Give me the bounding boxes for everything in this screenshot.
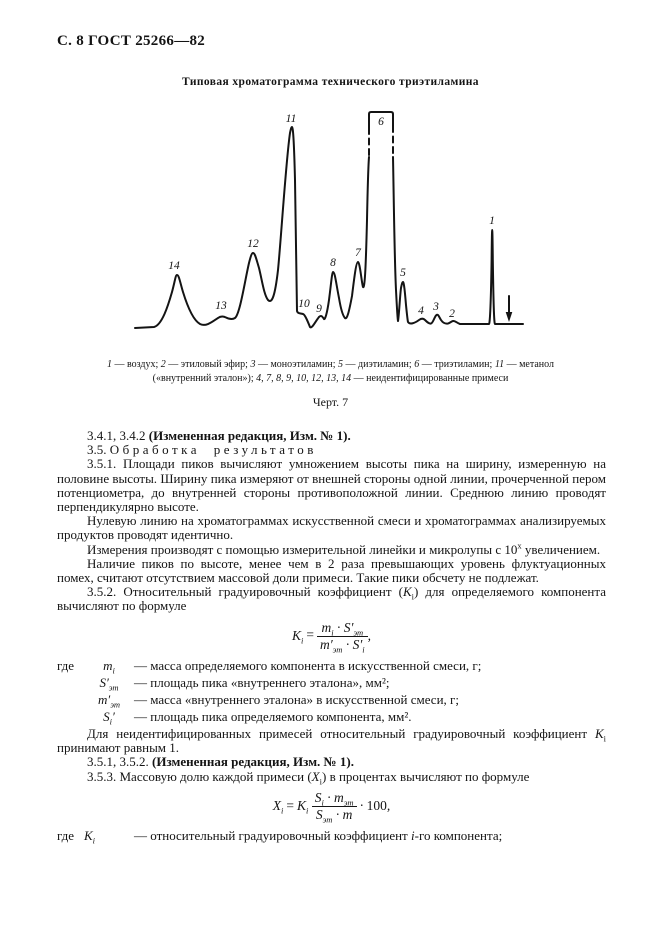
magnification-sup: х [517, 540, 522, 551]
para-3-5-1: 3.5.1. Площади пиков вычисляют умножением высоты пика на ширину, измеренную на половине высоты. Ширину пика измеряют от внешней стороны одной линии, прочерченной пером потенциометра, до внутренней стороны противоположной линии. Среднюю линию проводят перпендикулярно высоте. [57, 456, 606, 515]
peak-label-11: 11 [285, 113, 297, 125]
caption-num: 3 [250, 359, 256, 370]
peak-labels [168, 113, 495, 320]
caption-num: 6 [414, 359, 420, 370]
para-3-5-3: 3.5.3. Массовую долю каждой примеси $(X_i)$ в процентах вычисляют по формуле [87, 768, 530, 787]
caption-num: 11 [494, 359, 505, 370]
peak-label-9: 9 [316, 303, 322, 315]
formula-mass-fraction: $X_i = K_i$ $\frac{S_i \cdot m_{эт}}{S_{эт} \cdot m}$ · 100, [272, 789, 391, 825]
fraction: $\frac{m_i \cdot S'_{эт}}{m'_{эт} \cdot S'_i}$ [317, 621, 368, 652]
peak-label-6: 6 [378, 116, 384, 128]
peak-label-13: 13 [215, 300, 227, 312]
down-arrow-head [506, 312, 513, 322]
caption-nums: 4, 7, 8, 9, 10, 12, 13, 14 [256, 372, 352, 384]
figure-number: Черт. 7 [312, 395, 349, 409]
peak-label-10: 10 [298, 298, 310, 310]
para-measurements: Измерения производят с помощью измерительной линейки и микролупы с $10^х$ увеличением. [87, 540, 601, 557]
var-ki: K [402, 584, 412, 600]
peak-label-8: 8 [330, 257, 336, 269]
document-body [57, 429, 606, 844]
para-noise: Наличие пиков по высоте, менее чем в 2 раза превышающих уровень флуктуационных помех, считают отсутствием массовой доли примеси. Такие пики обсчету не подлежат. [57, 555, 606, 586]
fraction: $\frac{S_i \cdot m_{эт}}{S_{эт} \cdot m}$ [312, 791, 357, 822]
caption-line-2: («внутренний эталон»); 4, 7, 8, 9, 10, 12, 13, 14 — неидентифицированные примеси [152, 372, 509, 384]
peak-label-4: 4 [418, 305, 424, 317]
definition-row: $S'_{эт}$ — площадь пика «внутреннего эталона», мм²; [99, 674, 390, 693]
var-ki: K [594, 725, 604, 741]
para-3-4-1: 3.4.1, 3.4.2 (Измененная редакция, Изм. № 1). [87, 428, 351, 443]
peak-label-5: 5 [400, 267, 406, 279]
var-xi: X [311, 768, 320, 784]
caption-num: 1 [107, 359, 112, 370]
peak-label-14: 14 [168, 260, 180, 272]
formula-k-definitions [57, 657, 606, 725]
peak-label-1: 1 [489, 215, 495, 227]
para-zero-line: Нулевую линию на хроматограммах искусственной смеси и хроматограммах анализируемых продуктов проводят идентично. [57, 513, 606, 543]
amendment-note: (Измененная редакция, Изм. № 1). [152, 754, 354, 770]
caption-num: 5 [338, 359, 343, 370]
peak-label-3: 3 [433, 301, 439, 313]
peak-label-7: 7 [355, 247, 361, 259]
definition-row: где $m_i$ — масса определяемого компонента в искусственной смеси, г; [57, 657, 482, 676]
para-3-5-1-3-5-2: 3.5.1, 3.5.2. (Измененная редакция, Изм. № 1). [87, 754, 354, 770]
peak-label-2: 2 [449, 308, 455, 320]
para-3-5-2: 3.5.2. Относительный градуировочный коэффициент $(K_i)$ для определяемого компонента вычисляют по формуле [57, 584, 606, 614]
formula-relative-coefficient: $K_i$ = $\frac{m_i \cdot S'_{эт}}{m'_{эт} \cdot S'_i}$ , [291, 619, 372, 655]
chromatogram-curve-right [393, 157, 523, 324]
para-unidentified: Для неидентифицированных примесей относительный градуировочный коэффициент $K_i$ принимают равным 1. [57, 725, 606, 756]
chromatogram-figure [100, 100, 540, 340]
definition-row: $S_i'$ — площадь пика определяемого компонента, мм². [103, 708, 412, 727]
heading-3-5-spaced: Обработка результатов [109, 442, 317, 458]
page-header: С. 8 ГОСТ 25266—82 [57, 33, 206, 49]
figure-caption [55, 358, 606, 385]
formula-x-definition: где $K_i$ — относительный градуировочный коэффициент i-го компонента; [57, 828, 503, 846]
chromatogram-curve-left [135, 127, 369, 328]
figure-title: Типовая хроматограмма технического триэтиламина [182, 76, 479, 88]
peak-label-12: 12 [247, 238, 259, 250]
caption-num: 2 [160, 359, 166, 370]
definition-row: $m'_{эт}$ — масса «внутреннего эталона» в искусственной смеси, г; [97, 691, 459, 710]
heading-3-5: 3.5. Обработка результатов [87, 442, 317, 458]
caption-line-1: 1 — воздух; 2 — этиловый эфир; 3 — моноэтиламин; 5 — диэтиламин; 6 — триэтиламин; 11 — метанол [107, 359, 554, 370]
amendment-note: (Измененная редакция, Изм. № 1). [148, 428, 351, 443]
